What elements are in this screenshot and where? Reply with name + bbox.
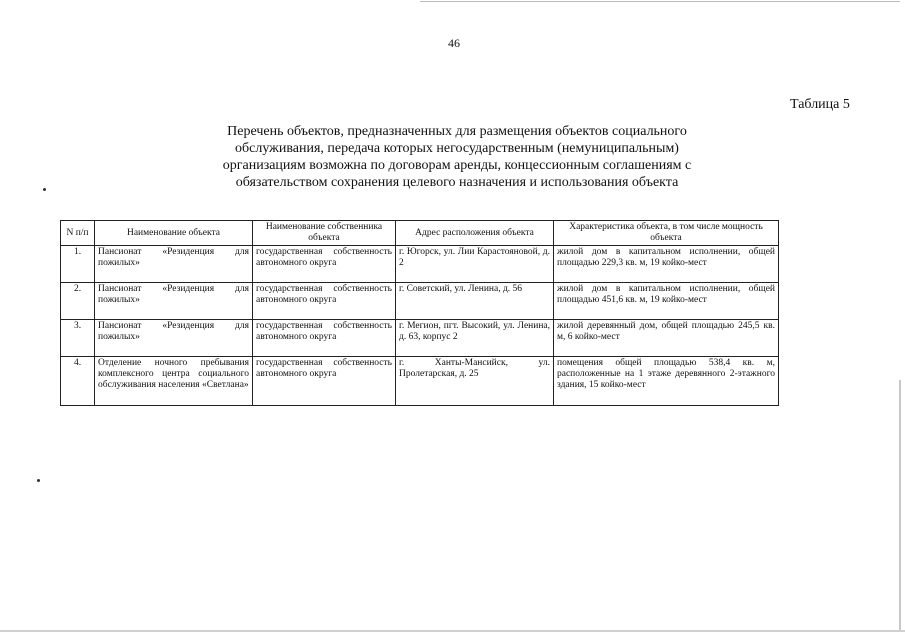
object-name: Пансионат «Резиденция для пожилых» bbox=[95, 320, 253, 357]
scan-edge-top bbox=[420, 1, 900, 2]
objects-table bbox=[60, 220, 779, 406]
table-label: Таблица 5 bbox=[790, 97, 850, 112]
object-description: помещения общей площадью 538,4 кв. м, расположенные на 1 этаже деревянного 2-этажного здания, 15 койко-мест bbox=[554, 357, 779, 406]
row-number: 3. bbox=[61, 320, 95, 357]
object-description: жилой дом в капитальном исполнении, общей площадью 229,3 кв. м, 19 койко-мест bbox=[554, 246, 779, 283]
scan-edge-right bbox=[899, 380, 901, 630]
table-row bbox=[61, 283, 779, 320]
header-object-name: Наименование объекта bbox=[95, 221, 253, 246]
object-owner: государственная собственность автономного округа bbox=[253, 357, 396, 406]
object-address: г. Ханты-Мансийск, ул. Пролетарская, д. 25 bbox=[396, 357, 554, 406]
object-name: Пансионат «Резиденция для пожилых» bbox=[95, 283, 253, 320]
table-row bbox=[61, 357, 779, 406]
header-number: N п/п bbox=[61, 221, 95, 246]
object-owner: государственная собственность автономного округа bbox=[253, 320, 396, 357]
object-owner: государственная собственность автономного округа bbox=[253, 283, 396, 320]
row-number: 4. bbox=[61, 357, 95, 406]
scan-edge-bottom bbox=[0, 630, 905, 632]
table-row bbox=[61, 320, 779, 357]
header-owner: Наименование собственника объекта bbox=[253, 221, 396, 246]
object-description: жилой деревянный дом, общей площадью 245,5 кв. м, 6 койко-мест bbox=[554, 320, 779, 357]
table-header-row bbox=[61, 221, 779, 246]
table-row bbox=[61, 246, 779, 283]
object-name: Пансионат «Резиденция для пожилых» bbox=[95, 246, 253, 283]
object-owner: государственная собственность автономного округа bbox=[253, 246, 396, 283]
row-number: 2. bbox=[61, 283, 95, 320]
header-address: Адрес расположения объекта bbox=[396, 221, 554, 246]
scan-speck bbox=[43, 188, 46, 191]
object-address: г. Мегион, пгт. Высокий, ул. Ленина, д. 63, корпус 2 bbox=[396, 320, 554, 357]
object-address: г. Советский, ул. Ленина, д. 56 bbox=[396, 283, 554, 320]
header-characteristics: Характеристика объекта, в том числе мощность объекта bbox=[554, 221, 779, 246]
object-name: Отделение ночного пребывания комплексного центра социального обслуживания населения «Светлана» bbox=[95, 357, 253, 406]
document-title: Перечень объектов, предназначенных для размещения объектов социального обслуживания, передача которых негосударственным (немуниципальным) организациям возможна по договорам аренды, концессионным соглашениям с обязательством сохранения целевого назначения и использования объекта bbox=[222, 124, 692, 190]
row-number: 1. bbox=[61, 246, 95, 283]
object-description: жилой дом в капитальном исполнении, общей площадью 451,6 кв. м, 19 койко-мест bbox=[554, 283, 779, 320]
object-address: г. Югорск, ул. Лии Карастояновой, д. 2 bbox=[396, 246, 554, 283]
scan-speck bbox=[37, 479, 40, 482]
page-number: 46 bbox=[448, 36, 460, 50]
